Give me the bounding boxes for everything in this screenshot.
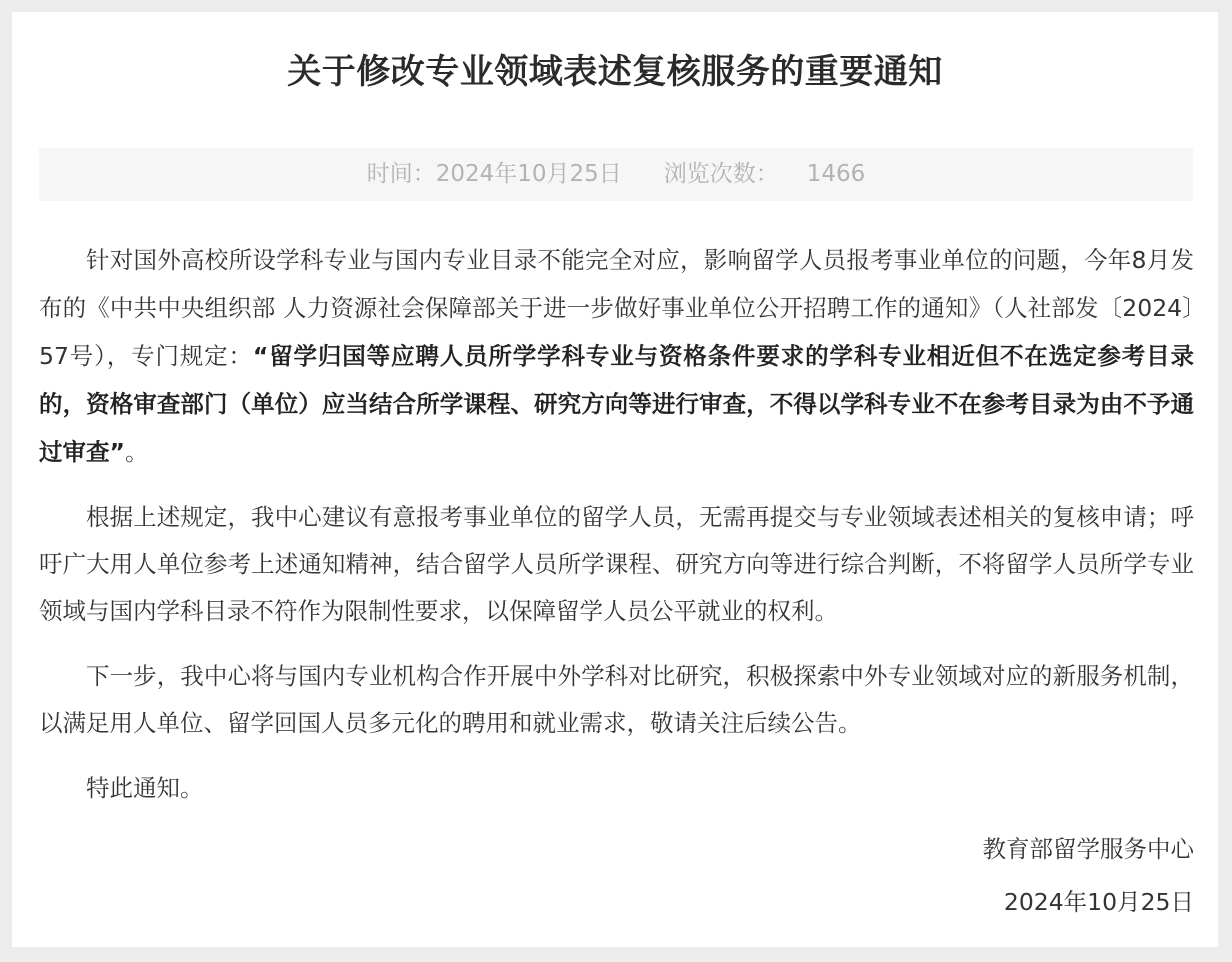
- quoted-regulation: “留学归国等应聘人员所学学科专业与资格条件要求的学科专业相近但不在选定参考目录的，资格审查部门（单位）应当结合所学课程、研究方向等进行审查，不得以学科专业不在参考目录为由不予通过审查”: [39, 342, 1194, 466]
- signature-date: 2024年10月25日: [1003, 888, 1194, 916]
- article-meta-bar: [39, 148, 1193, 201]
- signature-organization: 教育部留学服务中心: [982, 835, 1194, 863]
- paragraph-2: 根据上述规定，我中心建议有意报考事业单位的留学人员，无需再提交与专业领域表述相关的复核申请；呼吁广大用人单位参考上述通知精神，结合留学人员所学课程、研究方向等进行综合判断，不将留学人员所学专业领域与国内学科目录不符作为限制性要求，以保障留学人员公平就业的权利。: [39, 503, 1194, 625]
- paragraph-3: 下一步，我中心将与国内专业机构合作开展中外学科对比研究，积极探索中外专业领域对应的新服务机制，以满足用人单位、留学回国人员多元化的聘用和就业需求，敬请关注后续公告。: [39, 662, 1194, 737]
- article-card: [12, 12, 1218, 947]
- view-count-label: 浏览次数：: [663, 161, 779, 187]
- paragraph-1: [39, 236, 1194, 476]
- view-count: 1466: [806, 161, 866, 187]
- paragraph-1-end: 。: [124, 438, 149, 466]
- paragraph-1-text: 针对国外高校所设学科专业与国内专业目录不能完全对应，影响留学人员报考事业单位的问题，今年8月发布的《中共中央组织部 人力资源社会保障部关于进一步做好事业单位公开招聘工作的通知》（人社部发〔2024〕57号），专门规定：: [39, 246, 1194, 370]
- publish-date: 2024年10月25日: [435, 161, 622, 187]
- page-title: 关于修改专业领域表述复核服务的重要通知: [287, 52, 943, 92]
- time-label: 时间：: [366, 161, 436, 187]
- article-body: [39, 236, 1194, 926]
- paragraph-4: 特此通知。: [86, 774, 204, 802]
